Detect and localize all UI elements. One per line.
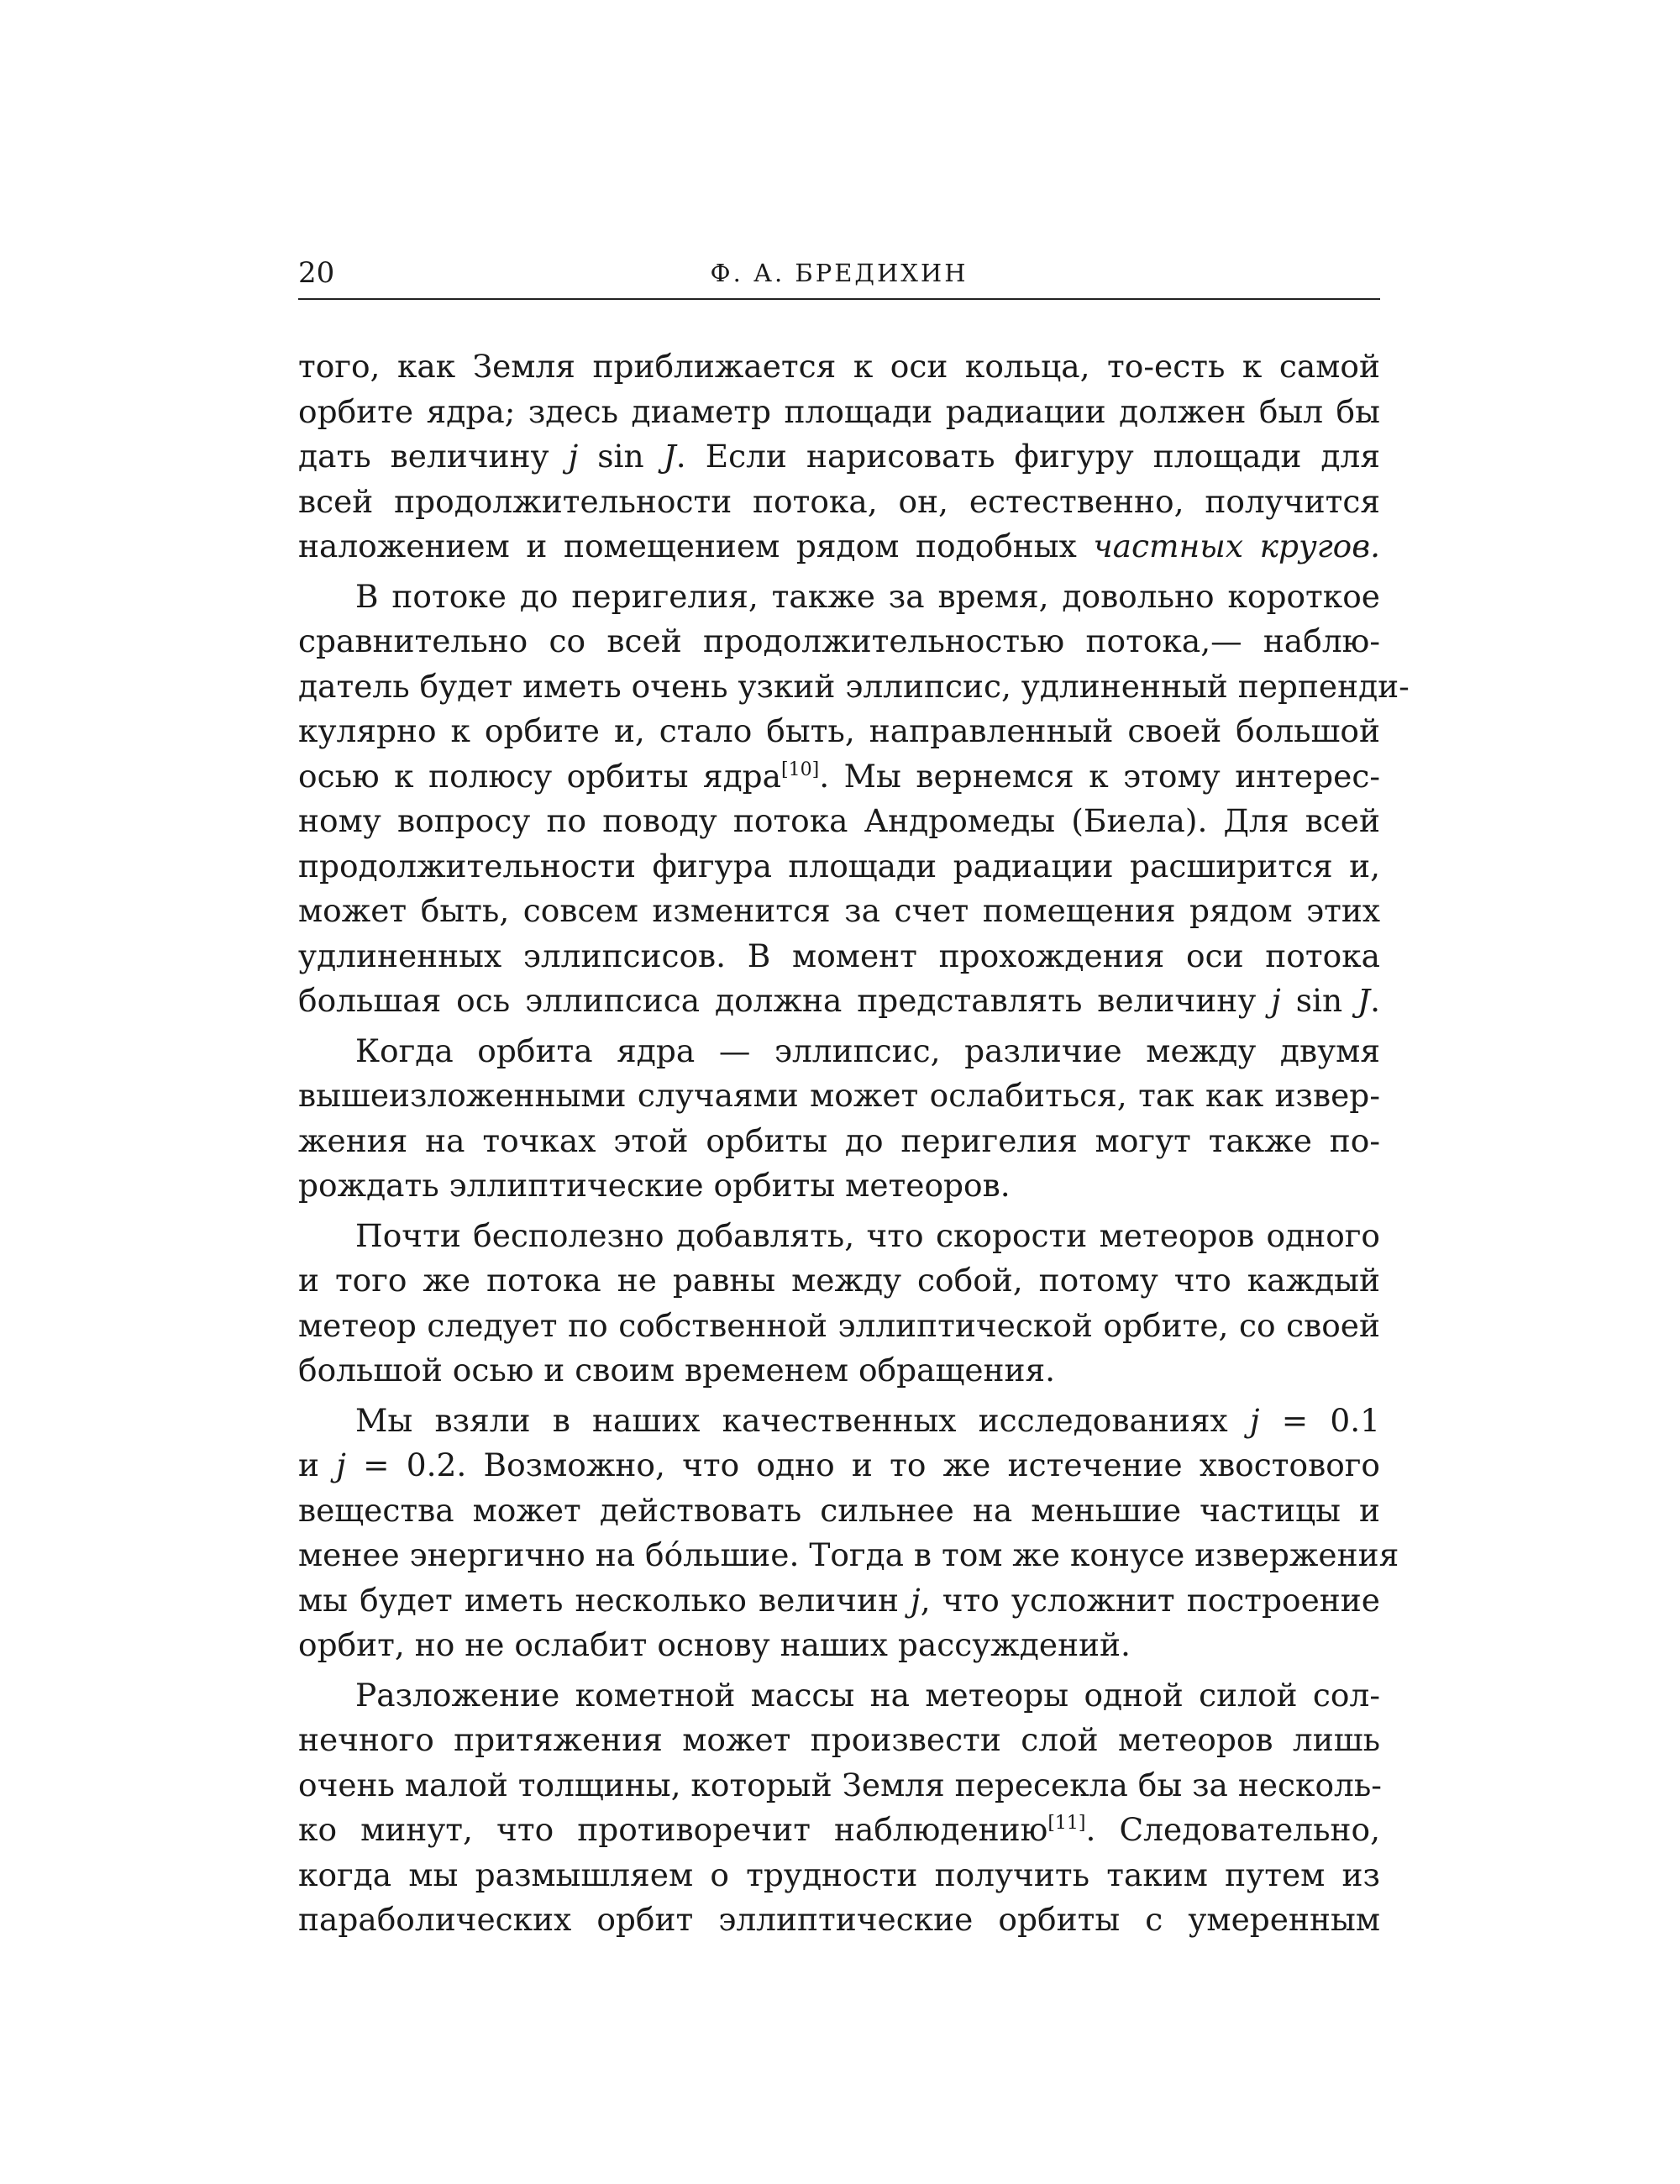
math-j: j [1249,1401,1260,1439]
paragraph [298,1399,1399,1668]
paragraph [298,1214,1380,1394]
text-line: В потоке до перигелия, также за время, довольно короткое [355,577,1380,615]
text-line: большая ось эллипсиса должна представлять величину j sin J. [298,982,1380,1019]
text-line: ко минут, что противоречит наблюдению[11]. Следовательно, [298,1811,1380,1848]
math-j: j [336,1446,346,1483]
text-line: орбит, но не ослабит основу наших рассуждений. [298,1626,1131,1663]
text-line: когда мы размышляем о трудности получить таким путем из [298,1856,1380,1893]
paragraph [298,1673,1380,1943]
paragraph [298,575,1410,1024]
math-J: J [1357,982,1371,1019]
page-number: 20 [298,256,335,290]
text-line: того, как Земля приближается к оси кольца, то-есть к самой [298,348,1380,385]
emphasis: частных кругов. [1093,528,1380,564]
body-text [298,344,1410,1943]
text-line: ному вопросу по поводу потока Андромеды (Биела). Для всей [298,802,1380,839]
paragraph [298,1029,1380,1209]
math-J: J [663,438,676,475]
text-line: кулярно к орбите и, стало быть, направленный своей большой [298,712,1380,749]
text-line: мы будет иметь несколько величин j, что усложнит построение [298,1581,1380,1619]
text-line: осью к полюсу орбиты ядра[10]. Мы вернемся к этому интерес- [298,757,1380,795]
text-line: орбите ядра; здесь диаметр площади радиации должен был бы [298,392,1380,430]
math-j: j [568,438,579,475]
text-line: жения на точках этой орбиты до перигелия могут также по- [298,1121,1380,1159]
text-line: Мы взяли в наших качественных исследованиях j = 0.1 [355,1401,1381,1439]
text-line: Разложение кометной массы на метеоры одной силой сол- [355,1676,1380,1714]
text-line: может быть, совсем изменится за счет помещения рядом этих [298,892,1380,929]
text-line: вышеизложенными случаями может ослабиться, так как извер- [298,1077,1380,1114]
text-line: нечного притяжения может произвести слой метеоров лишь [298,1721,1380,1758]
text-line: продолжительности фигура площади радиации расширится и, [298,847,1380,885]
text-line: менее энергично на бо́льшие. Тогда в том же конусе извержения [298,1536,1399,1573]
text-line: вещества может действовать сильнее на меньшие частицы и [298,1491,1380,1529]
text-line: параболических орбит эллиптические орбиты с умеренным [298,1901,1380,1938]
header-rule [298,298,1380,300]
text-line: наложением и помещением рядом подобных частных кругов. [298,528,1380,564]
text-line: очень малой толщины, который Земля пересекла бы за несколь- [298,1766,1382,1803]
math-j: j [1271,982,1281,1019]
text-line: дать величину j sin J. Если нарисовать фигуру площади для [298,438,1380,475]
running-title: Ф. А. БРЕДИХИН [710,259,969,287]
text-line: удлиненных эллипсисов. В момент прохождения оси потока [298,937,1380,974]
text-line: рождать эллиптические орбиты метеоров. [298,1167,1011,1204]
page-header [298,252,1380,294]
text-line: сравнительно со всей продолжительностью потока,— наблю- [298,622,1380,659]
text-line: Когда орбита ядра — эллипсис, различие между двумя [355,1032,1380,1069]
text-line: большой осью и своим временем обращения. [298,1352,1056,1389]
footnote-ref[interactable]: [10] [781,759,820,780]
text-line: и того же потока не равны между собой, потому что каждый [298,1262,1380,1299]
text-line: датель будет иметь очень узкий эллипсис, удлиненный перпенди- [298,667,1410,705]
text-line: всей продолжительности потока, он, естественно, получится [298,482,1380,520]
paragraph [298,344,1380,570]
text-line: Почти бесполезно добавлять, что скорости метеоров одного [355,1216,1380,1254]
text-line: и j = 0.2. Возможно, что одно и то же истечение хвостового [298,1446,1380,1483]
footnote-ref[interactable]: [11] [1047,1813,1086,1834]
text-line: метеор следует по собственной эллиптической орбите, со своей [298,1306,1380,1344]
math-j: j [911,1581,921,1619]
